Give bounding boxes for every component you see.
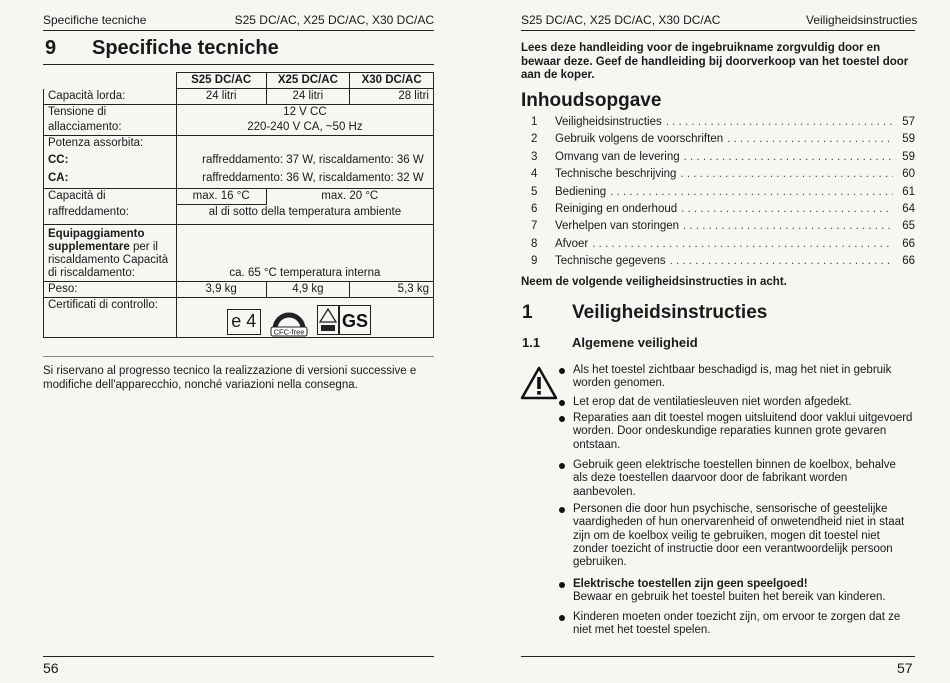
toc-entry	[531, 133, 915, 150]
toc-entry-number: 3	[531, 150, 538, 163]
voltage-ac: 220-240 V CA, ~50 Hz	[176, 120, 433, 136]
header-left: Specifiche tecniche	[43, 13, 147, 27]
capacity-x25: 24 litri	[266, 89, 350, 105]
voltage-label-2: allacciamento:	[44, 120, 177, 136]
capacity-x30: 28 litri	[350, 89, 434, 105]
toc-leader-dots	[684, 151, 893, 163]
toc-entry	[531, 186, 915, 203]
cooling-label-2: raffreddamento:	[44, 205, 177, 225]
header-right: S25 DC/AC, X25 DC/AC, X30 DC/AC	[234, 13, 434, 27]
page-number: 57	[897, 660, 913, 676]
toc-entry-number: 1	[531, 116, 538, 128]
table-of-contents	[531, 116, 915, 273]
col-x30: X30 DC/AC	[350, 73, 434, 89]
page-number: 56	[43, 660, 59, 676]
section-title: Veiligheidsinstructies	[572, 302, 768, 323]
toc-entry-page: 59	[902, 150, 915, 163]
bullet-icon	[559, 400, 565, 406]
toc-entry-title: Afvoer	[555, 237, 589, 250]
list-item-text: Let erop dat de ventilatiesleuven niet worden afgedekt.	[573, 396, 852, 408]
power-cc-value: raffreddamento: 37 W, riscaldamento: 36 W	[176, 151, 433, 168]
bullet-icon	[559, 368, 565, 374]
section-number: 9	[45, 37, 57, 59]
header-right: Veiligheidsinstructies	[806, 13, 918, 27]
cooling-note: al di sotto della temperatura ambiente	[176, 205, 433, 225]
toc-entry	[531, 151, 915, 168]
section-number: 1	[522, 302, 533, 323]
toc-leader-dots	[666, 116, 893, 128]
svg-text:CFC-free: CFC-free	[273, 327, 305, 337]
list-item-text: Kinderen moeten onder toezicht zijn, om ervoor te zorgen dat ze niet met het toestel spelen.	[573, 611, 901, 637]
toc-leader-dots	[683, 220, 893, 232]
voltage-dc: 12 V CC	[176, 105, 433, 121]
toc-entry-title: Gebruik volgens de voorschriften	[555, 133, 724, 146]
toc-leader-dots	[610, 186, 893, 198]
bullet-icon	[559, 507, 565, 513]
bullet-icon	[559, 582, 565, 588]
header-rule	[521, 30, 915, 31]
toc-entry	[531, 203, 915, 220]
list-item	[573, 578, 913, 605]
cooling-s25: max. 16 °C	[176, 189, 266, 205]
toc-entry-title: Technische beschrijving	[555, 168, 677, 181]
toc-entry-page: 64	[902, 202, 915, 215]
list-item-text: Als het toestel zichtbaar beschadigd is, mag het niet in gebruik worden genomen.	[573, 364, 892, 390]
cert-label: Certificati di controllo:	[44, 298, 177, 338]
toc-entry-number: 4	[531, 168, 538, 181]
toc-entry-title: Verhelpen van storingen	[555, 220, 680, 233]
svg-text:GS: GS	[341, 311, 368, 331]
toc-leader-dots	[680, 168, 893, 180]
bullet-icon	[559, 416, 565, 422]
list-item	[573, 396, 913, 409]
list-item-text: Personen die door hun psychische, sensorische of geestelijke vaardigheden of hun onervarenheid of onwetendheid niet in staat zijn om de koelbox veilig te gebruiken, mogen dit toestel niet zonder toezicht of instructie door een verantwoordelijk persoon gebruiken.	[573, 503, 905, 569]
footer-rule	[521, 656, 915, 657]
intro-text: Lees deze handleiding voor de ingebruikname zorgvuldig door en bewaar deze. Geef de handleiding bij doorverkoop van het toestel door aan de koper.	[521, 42, 909, 81]
e4-mark-icon: e 4	[227, 309, 261, 335]
col-x25: X25 DC/AC	[266, 73, 350, 89]
weight-x30: 5,3 kg	[350, 282, 434, 298]
toc-entry	[531, 238, 915, 255]
equip-label: Equipaggiamento supplementare per il riscaldamento Capacità di riscaldamento:	[44, 225, 177, 282]
voltage-label-1: Tensione di	[44, 105, 177, 121]
toc-leader-dots	[727, 133, 893, 145]
toc-entry-number: 2	[531, 133, 538, 146]
toc-entry-page: 61	[902, 185, 915, 198]
capacity-s25: 24 litri	[176, 89, 266, 105]
toc-entry-page: 66	[902, 237, 915, 250]
toc-note: Neem de volgende veiligheidsinstructies in acht.	[521, 276, 787, 288]
toc-entry-number: 9	[531, 255, 538, 268]
list-item	[573, 503, 913, 569]
cooling-label-1: Capacità di	[44, 189, 177, 205]
toc-entry-number: 6	[531, 202, 538, 215]
toc-entry	[531, 220, 915, 237]
equip-value: ca. 65 °C temperatura interna	[176, 225, 433, 282]
toc-entry-title: Veiligheidsinstructies	[555, 116, 662, 128]
power-ca-label: CA:	[44, 168, 177, 189]
toc-entry-number: 8	[531, 237, 538, 250]
list-item-text: Reparaties aan dit toestel mogen uitsluitend door vaklui uitgevoerd worden. Door ondeskundige reparaties kunnen grote gevaren ontstaan.	[573, 412, 913, 451]
subsection-number: 1.1	[522, 335, 541, 350]
toc-entry	[531, 255, 915, 272]
toc-title: Inhoudsopgave	[521, 90, 662, 111]
toc-entry	[531, 168, 915, 185]
weight-s25: 3,9 kg	[176, 282, 266, 298]
list-item	[573, 611, 913, 638]
col-s25: S25 DC/AC	[176, 73, 266, 89]
footer-note: Si riservano al progresso tecnico la realizzazione di versioni successive e modifiche dell'apparecchio, nonché variazioni nella consegna.	[43, 365, 417, 391]
toc-leader-dots	[681, 203, 893, 215]
toc-entry-title: Bediening	[555, 185, 607, 198]
list-item-bold: Elektrische toestellen zijn geen speelgoed!	[573, 578, 808, 590]
toc-entry	[531, 116, 915, 133]
toc-entry-title: Omvang van de levering	[555, 150, 680, 163]
weight-label: Peso:	[44, 282, 177, 298]
toc-entry-page: 66	[902, 255, 915, 268]
toc-entry-page: 65	[902, 220, 915, 233]
toc-entry-number: 7	[531, 220, 538, 233]
list-item-text: Bewaar en gebruik het toestel buiten het bereik van kinderen.	[573, 591, 886, 604]
warning-triangle-icon	[520, 366, 558, 400]
bullet-icon	[559, 615, 565, 621]
toc-entry-title: Reiniging en onderhoud	[555, 202, 678, 215]
toc-entry-number: 5	[531, 185, 538, 198]
toc-entry-title: Technische gegevens	[555, 255, 666, 268]
toc-leader-dots	[670, 255, 893, 267]
power-ca-value: raffreddamento: 36 W, riscaldamento: 32 W	[176, 168, 433, 189]
toc-leader-dots	[592, 238, 893, 250]
toc-entry-page: 57	[902, 116, 915, 128]
capacity-label: Capacità lorda:	[44, 89, 177, 105]
toc-entry-page: 59	[902, 133, 915, 146]
power-label: Potenza assorbita:	[44, 136, 177, 152]
toc-entry-page: 60	[902, 168, 915, 181]
weight-x25: 4,9 kg	[266, 282, 350, 298]
list-item	[573, 364, 913, 391]
list-item-text: Gebruik geen elektrische toestellen binnen de koelbox, behalve als deze toestellen daarvoor door de fabrikant worden aanbevolen.	[573, 459, 896, 498]
list-item	[573, 412, 913, 452]
section-title: Specifiche tecniche	[92, 37, 279, 59]
bullet-icon	[559, 463, 565, 469]
subsection-title: Algemene veiligheid	[572, 335, 698, 350]
header-left: S25 DC/AC, X25 DC/AC, X30 DC/AC	[521, 13, 721, 27]
list-item	[573, 459, 913, 499]
cooling-x: max. 20 °C	[266, 189, 434, 205]
power-cc-label: CC:	[44, 151, 177, 168]
